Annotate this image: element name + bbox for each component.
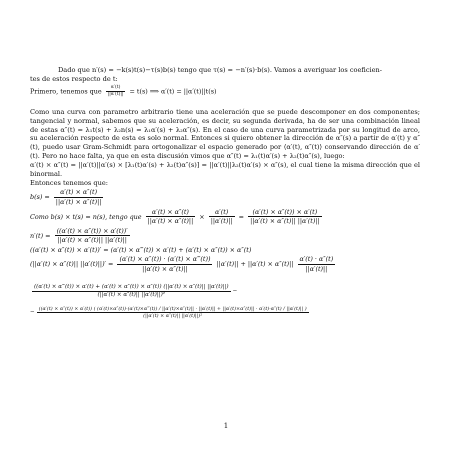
normal-f3-den: ||α′(t) × α″(t)|| ||α′(t)||	[250, 217, 320, 226]
equation-quotient-part-1	[30, 284, 420, 300]
tangent-fraction	[106, 85, 126, 98]
binormal-den: ||α′(t) × α″(t)||	[55, 197, 102, 206]
normal-times: ×	[199, 212, 205, 221]
big1-den: (||α′(t) × α″(t)|| ||α′(t)||)²	[97, 292, 166, 299]
nprime-den: ||α′(t) × α″(t)|| ||α′(t)||	[57, 236, 127, 245]
equation-quotient-part-2	[30, 306, 420, 320]
nprime-num: ((α′(t) × α″(t)) × α′(t))′	[56, 226, 128, 235]
binormal-num: α′(t) × α″(t)	[54, 188, 104, 198]
paragraph-2: Como una curva con parametro arbitrario tiene una aceleración que se puede descomponer en dos componentes; tangencial y normal, sabemos que su aceleración, es decir, su segunda derivada, ha de ser una combinación lineal de estas α″(t) = λ₁t(s) + λ₂n(s) = λ₁α′(s) + λ₂α″(s). En el caso de una curva parametrizada por su longitud de arco, su aceleración respecto de esta es solo normal. Entonces si quiero obtener la dirección de α″(s) a partir de α′(t) y α″(t), puedo usar Gram-Schmidt para ortogonalizar el espacio generado por ⟨α′(t), α″(t)⟩ conservando dirección de α′(t). Pero no hace falta, ya que en esta discusión vimos que α″(t) = λ₁(t)α′(s) + λ₂(t)α″(s), luego:	[30, 107, 420, 161]
l2-fraction-2	[298, 255, 336, 273]
big2-num: ((α′(t) × α″(t)) × α′(t)) ( (α′(t)×α″(t))·(α′(t)×α‴(t)) / ||α′(t)×α″(t)|| · ||α′(t)|| + ||α′(t)×α″(t)|| · α′(t)·α″(t) / ||α′(t)|| )	[38, 305, 307, 312]
paragraph-3: α′(t) × α″(t) = ||α′(t)||α′(s) × [λ₁(t)α′(s) + λ₂(t)α″(s)] = ||α′(t)||λ₂(t)α′(s) × α″(s), el cual tiene la misma dirección que el binormal.	[30, 160, 420, 178]
big1-num: ((α′(t) × α‴(t)) × α′(t) + (α′(t) × α″(t)) × α″(t)) (||α′(t) × α″(t)|| ||α′(t)||)	[32, 284, 231, 292]
equation-binormal	[30, 188, 420, 206]
big2-den: (||α′(t) × α″(t)|| ||α′(t)||)²	[143, 313, 203, 320]
equation-denominator-derivative	[30, 255, 420, 273]
tangent-num: α′(t)	[106, 85, 126, 92]
big2-fraction	[37, 306, 309, 320]
tangent-prefix: Primero, tenemos que	[30, 87, 104, 96]
binormal-fraction	[54, 188, 104, 206]
normal-f1-num: α′(t) × α″(t)	[146, 208, 196, 218]
paragraph-1b: tes de estos respecto de t:	[30, 74, 118, 83]
equation-normal	[30, 208, 420, 226]
l2-f1-den: ||α′(t) × α″(t)||	[142, 265, 188, 274]
l2-fraction-1	[117, 255, 212, 273]
paper-body	[30, 66, 420, 320]
tangent-den: ||α′(t)||	[107, 91, 124, 97]
normal-f1-den: ||α′(t) × α″(t)||	[147, 217, 194, 226]
nprime-fraction	[55, 227, 130, 245]
l2-prefix: (||α′(t) × α″(t)|| ||α′(t)||)′ =	[30, 260, 114, 269]
l2-f2-num: α′(t) · α″(t)	[299, 255, 334, 264]
equation-numerator-derivative: ((α′(t) × α″(t)) × α′(t))′ = (α′(t) × α‴(t)) × α′(t) + (α′(t) × α″(t)) × α″(t)	[30, 245, 252, 254]
normal-prefix: Como b(s) × t(s) = n(s), tengo que	[30, 212, 142, 221]
big2-minus: −	[30, 308, 35, 315]
equation-normal-derivative	[30, 227, 420, 245]
equation-tangent	[30, 85, 420, 98]
big1-fraction	[32, 284, 231, 300]
page-number: 1	[223, 422, 229, 430]
binormal-lhs: b(s) =	[30, 193, 50, 202]
normal-fraction-3	[248, 208, 322, 226]
nprime-lhs: n′(t) =	[30, 231, 51, 240]
normal-fraction-1	[146, 208, 196, 226]
l2-middle: ||α′(t)|| + ||α′(t) × α″(t)||	[216, 260, 294, 269]
normal-f2-den: ||α′(t)||	[210, 217, 233, 226]
big1-minus: −	[232, 287, 238, 294]
normal-fraction-2	[209, 208, 235, 226]
normal-f2-num: α′(t)	[209, 208, 235, 218]
l2-f1-num: (α′(t) × α″(t)) · (α′(t) × α‴(t))	[119, 255, 211, 264]
tangent-suffix: = t(s) ⟹ α′(t) = ||α′(t)||t(s)	[129, 87, 217, 96]
paragraph-1a: Dado que n′(s) = −k(s)t(s)−τ(s)b(s) tengo que τ(s) = −n′(s)·b(s). Vamos a averiguar los coeficien-	[58, 66, 382, 74]
normal-f3-num: (α′(t) × α″(t)) × α′(t)	[248, 208, 322, 218]
l2-f2-den: ||α′(t)||	[305, 265, 328, 274]
paragraph-4: Entonces tenemos que:	[30, 178, 108, 187]
normal-equals: =	[238, 212, 245, 221]
